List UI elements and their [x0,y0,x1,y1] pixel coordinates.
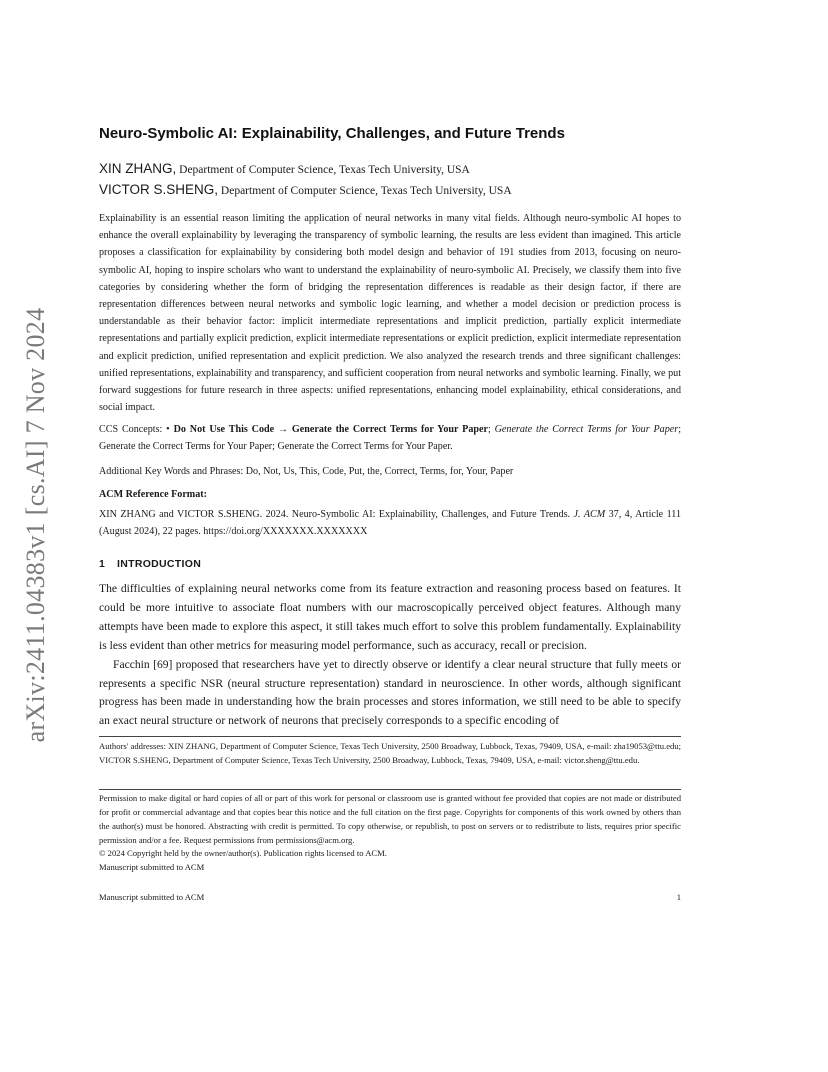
permission-notice: Permission to make digital or hard copies of all or part of this work for personal or classroom use is granted without fee provided that copies are not made or distributed for profit or commercial advantage and that copies bear this notice and the full citation on the first page. Copyrights for components of this work owned by others than the author(s) must be honored. Abstracting with credit is permitted. To copy otherwise, or republish, to post on servers or to redistribute to lists, requires prior specific permission and/or a fee. Request permissions from permissions@acm.org. [99,793,681,845]
copyright-notice: © 2024 Copyright held by the owner/author(s). Publication rights licensed to ACM. [99,848,387,858]
ccs-concepts [99,421,681,455]
acm-reference-heading: ACM Reference Format: [99,489,207,500]
permission-divider [99,789,681,790]
page-number: 1 [676,892,681,902]
paper-title: Neuro-Symbolic AI: Explainability, Challenges, and Future Trends [99,125,565,142]
acm-reference [99,506,681,540]
author-1 [99,161,681,177]
authors-addresses: Authors' addresses: XIN ZHANG, Department of Computer Science, Texas Tech University, 2500 Broadway, Lubbock, Texas, 79409, USA, e-mail: zha19053@ttu.edu; VICTOR S.SHENG, Department of Computer Science, Texas Tech University, 2500 Broadway, Lubbock, Texas, 79409, USA, e-mail: victor.sheng@ttu.edu. [99,741,681,765]
paragraph: The difficulties of explaining neural networks come from its feature extraction and reasoning process based on features. It could be more intuitive to associate float numbers with our macroscopically perceived object features. Although many attempts have been made to explore this aspect, it still takes much effort to solve this problem fundamentally. Explainability is less evident than other metrics for measuring model performance, such as accuracy, recall or precision. [99,582,681,652]
ccs-secondary: Generate the Correct Terms for Your Paper [494,424,679,435]
footnote-divider [99,736,681,737]
author-affiliation: Department of Computer Science, Texas Tech University, USA [176,164,470,176]
author-affiliation: Department of Computer Science, Texas Tech University, USA [218,185,512,197]
body-text [99,580,681,731]
arxiv-sidebar-stamp [16,295,56,755]
acm-ref-journal: J. ACM [573,509,606,520]
abstract: Explainability is an essential reason limiting the application of neural networks in many vital fields. Although neuro-symbolic AI hopes to enhance the overall explainability by leveraging the transparency of symbolic learning, the results are less evident than imagined. This article proposes a classification for explainability by considering both model design and behavior of 191 studies from 2013, focusing on neuro-symbolic AI, hoping to inspire scholars who want to understand the explainability of neuro-symbolic AI. Precisely, we classify them into five categories by considering whether the form of bridging the representation differences is readable as their design factor, if there are representation differences between neural networks and symbolic logic learning, and whether a model decision or prediction process is understandable as their behavior factor: implicit intermediate representations and implicit prediction, partially explicit intermediate representations and partially explicit prediction, explicit intermediate representations or explicit prediction, explicit intermediate representation and explicit prediction, unified representation and explicit prediction. We also analyzed the research trends and three significant challenges: unified representations, explainability and transparency, and sufficient cooperation from neural networks and symbolic learning. Finally, we put forward suggestions for future research in three aspects: unified representations, enhancing model explainability, ethical considerations, and social impact. [99,213,681,414]
section-title: INTRODUCTION [117,558,202,570]
acm-ref-details: 37, 4, Article 111 (August 2024), 22 pages. https://doi.org/XXXXXXX.XXXXXXX [99,509,682,538]
author-name: XIN ZHANG, [99,161,177,176]
section-number: 1 [99,558,106,570]
author-name: VICTOR S.SHENG, [99,182,219,197]
submission-note: Manuscript submitted to ACM [99,862,205,872]
acm-ref-authors-title: XIN ZHANG and VICTOR S.SHENG. 2024. Neuro-Symbolic AI: Explainability, Challenges, and Future Trends. [99,509,574,520]
arxiv-identifier: arXiv:2411.04383v1 [cs.AI] 7 Nov 2024 [21,307,50,743]
ccs-separator: ; [487,424,495,435]
ccs-rest: ; Generate the Correct Terms for Your Paper; Generate the Correct Terms for Your Paper. [99,424,681,453]
footer-left: Manuscript submitted to ACM [99,892,205,902]
section-heading [99,558,681,570]
ccs-label: CCS Concepts: • [99,424,174,435]
keywords: Additional Key Words and Phrases: Do, Not, Us, This, Code, Put, the, Correct, Terms, for, Your, Paper [99,466,514,477]
page-footer [99,892,681,902]
author-2 [99,182,681,198]
ccs-primary: Do Not Use This Code → Generate the Correct Terms for Your Paper [173,424,488,435]
paragraph: Facchin [69] proposed that researchers have yet to directly observe or identify a clear neural structure that fully meets or represents a specific NSR (neural structure representation) standard in neuroscience. In other words, although significant progress has been made in understanding how the brain processes and stores information, we still need to be able to specify an exact neural structure or network of neurons that precisely corresponds to a specific encoding of [99,657,681,728]
